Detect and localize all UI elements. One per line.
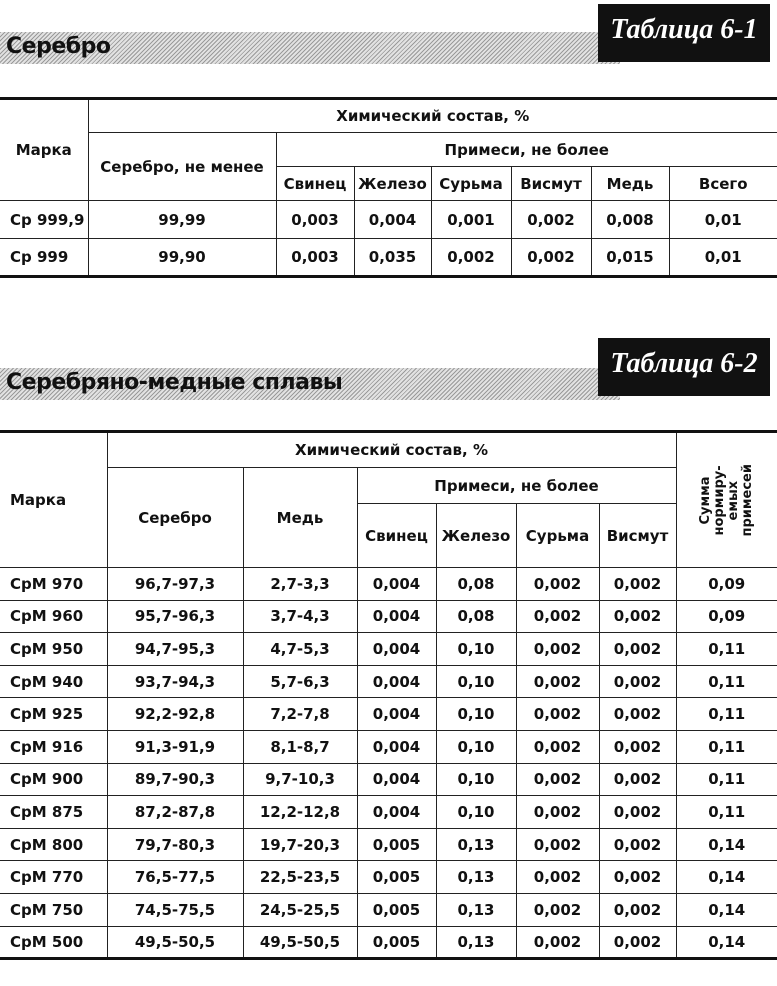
header-silver: Серебро xyxy=(107,468,243,568)
table-cell: 0,002 xyxy=(599,828,676,861)
table-cell: 99,99 xyxy=(88,201,276,239)
header-mark: Марка xyxy=(0,432,107,568)
table-cell: 0,002 xyxy=(511,201,591,239)
header-antimony: Сурьма xyxy=(431,167,511,201)
row-mark-cell: СрМ 750 xyxy=(0,893,107,926)
table-cell: 0,002 xyxy=(431,239,511,277)
table-cell: 22,5-23,5 xyxy=(243,861,357,894)
header-total: Всего xyxy=(669,167,777,201)
row-mark-cell: Ср 999,9 xyxy=(0,201,88,239)
table-cell: 0,09 xyxy=(676,600,777,633)
table-cell: 0,11 xyxy=(676,698,777,731)
header-antimony: Сурьма xyxy=(516,504,599,568)
table-cell: 0,002 xyxy=(516,861,599,894)
table-cell: 0,002 xyxy=(511,239,591,277)
table-cell: 0,003 xyxy=(276,201,354,239)
table-cell: 8,1-8,7 xyxy=(243,730,357,763)
table-cell: 5,7-6,3 xyxy=(243,665,357,698)
table-cell: 0,10 xyxy=(436,730,516,763)
header-chem: Химический состав, % xyxy=(107,432,676,468)
table-row xyxy=(0,893,777,926)
table-cell: 0,14 xyxy=(676,861,777,894)
row-mark-cell: Ср 999 xyxy=(0,239,88,277)
header-lead: Свинец xyxy=(357,504,436,568)
table-cell: 0,002 xyxy=(599,763,676,796)
table-cell: 0,002 xyxy=(516,665,599,698)
table-cell: 99,90 xyxy=(88,239,276,277)
row-mark-cell: СрМ 950 xyxy=(0,633,107,666)
table-cell: 0,004 xyxy=(357,763,436,796)
table-cell: 0,002 xyxy=(516,600,599,633)
table-cell: 0,002 xyxy=(599,698,676,731)
row-mark-cell: СрМ 770 xyxy=(0,861,107,894)
table-cell: 96,7-97,3 xyxy=(107,568,243,601)
table-cell: 0,002 xyxy=(599,600,676,633)
silver-copper-table xyxy=(0,430,777,960)
table-cell: 2,7-3,3 xyxy=(243,568,357,601)
table-cell: 0,002 xyxy=(516,730,599,763)
header-iron: Железо xyxy=(354,167,431,201)
header-impurities: Примеси, не более xyxy=(357,468,676,504)
table-cell: 0,004 xyxy=(354,201,431,239)
table-cell: 0,002 xyxy=(599,730,676,763)
table-cell: 0,002 xyxy=(516,633,599,666)
table-cell: 0,13 xyxy=(436,828,516,861)
header-silver: Серебро, не менее xyxy=(88,133,276,201)
header-mark: Марка xyxy=(0,99,88,201)
row-mark-cell: СрМ 970 xyxy=(0,568,107,601)
table-cell: 87,2-87,8 xyxy=(107,796,243,829)
table-cell: 0,002 xyxy=(516,763,599,796)
table-cell: 0,01 xyxy=(669,239,777,277)
table-cell: 0,10 xyxy=(436,796,516,829)
table-row xyxy=(0,698,777,731)
table-cell: 92,2-92,8 xyxy=(107,698,243,731)
table-cell: 0,004 xyxy=(357,600,436,633)
header-bismuth: Висмут xyxy=(511,167,591,201)
table-cell: 49,5-50,5 xyxy=(107,926,243,959)
table-row xyxy=(0,600,777,633)
table-cell: 0,004 xyxy=(357,698,436,731)
table-cell: 0,005 xyxy=(357,828,436,861)
section-title-1: Серебро xyxy=(6,34,111,59)
table-cell: 0,10 xyxy=(436,633,516,666)
silver-table xyxy=(0,97,777,278)
table-cell: 0,004 xyxy=(357,568,436,601)
table-row xyxy=(0,796,777,829)
row-mark-cell: СрМ 900 xyxy=(0,763,107,796)
table-row xyxy=(0,828,777,861)
table-cell: 0,002 xyxy=(516,568,599,601)
table-cell: 12,2-12,8 xyxy=(243,796,357,829)
table-label-2: Таблица 6-2 xyxy=(598,338,770,396)
table-cell: 0,10 xyxy=(436,698,516,731)
table-cell: 0,002 xyxy=(516,893,599,926)
table-cell: 0,11 xyxy=(676,763,777,796)
table-cell: 0,10 xyxy=(436,665,516,698)
table-cell: 0,14 xyxy=(676,893,777,926)
table-cell: 0,13 xyxy=(436,861,516,894)
header-copper: Медь xyxy=(591,167,669,201)
table-cell: 0,13 xyxy=(436,926,516,959)
table-cell: 0,004 xyxy=(357,633,436,666)
header-copper: Медь xyxy=(243,468,357,568)
table-cell: 0,11 xyxy=(676,665,777,698)
row-mark-cell: СрМ 500 xyxy=(0,926,107,959)
table-cell: 0,11 xyxy=(676,730,777,763)
table-cell: 95,7-96,3 xyxy=(107,600,243,633)
table-cell: 0,11 xyxy=(676,796,777,829)
table-cell: 0,035 xyxy=(354,239,431,277)
table-cell: 0,14 xyxy=(676,828,777,861)
table-cell: 0,13 xyxy=(436,893,516,926)
table-row xyxy=(0,926,777,959)
table-cell: 3,7-4,3 xyxy=(243,600,357,633)
header-bismuth: Висмут xyxy=(599,504,676,568)
table-cell: 94,7-95,3 xyxy=(107,633,243,666)
table-cell: 7,2-7,8 xyxy=(243,698,357,731)
header-chem: Химический состав, % xyxy=(88,99,777,133)
table-cell: 9,7-10,3 xyxy=(243,763,357,796)
table-cell: 76,5-77,5 xyxy=(107,861,243,894)
table-cell: 0,002 xyxy=(599,893,676,926)
table-cell: 0,003 xyxy=(276,239,354,277)
table-row xyxy=(0,201,777,239)
row-mark-cell: СрМ 800 xyxy=(0,828,107,861)
table-row xyxy=(0,665,777,698)
table-cell: 49,5-50,5 xyxy=(243,926,357,959)
table-cell: 0,004 xyxy=(357,796,436,829)
header-lead: Свинец xyxy=(276,167,354,201)
table-label-1: Таблица 6-1 xyxy=(598,4,770,62)
table-cell: 0,004 xyxy=(357,665,436,698)
table-cell: 74,5-75,5 xyxy=(107,893,243,926)
table-cell: 19,7-20,3 xyxy=(243,828,357,861)
table-cell: 0,002 xyxy=(599,796,676,829)
table-cell: 93,7-94,3 xyxy=(107,665,243,698)
table-cell: 0,002 xyxy=(516,926,599,959)
table-cell: 0,09 xyxy=(676,568,777,601)
table-cell: 0,015 xyxy=(591,239,669,277)
row-mark-cell: СрМ 875 xyxy=(0,796,107,829)
table-cell: 0,001 xyxy=(431,201,511,239)
table-cell: 0,01 xyxy=(669,201,777,239)
table-cell: 0,005 xyxy=(357,893,436,926)
table-cell: 0,10 xyxy=(436,763,516,796)
row-mark-cell: СрМ 960 xyxy=(0,600,107,633)
table-row xyxy=(0,861,777,894)
table-cell: 79,7-80,3 xyxy=(107,828,243,861)
table-cell: 0,002 xyxy=(599,633,676,666)
table-cell: 91,3-91,9 xyxy=(107,730,243,763)
table-cell: 24,5-25,5 xyxy=(243,893,357,926)
table-cell: 0,008 xyxy=(591,201,669,239)
table-cell: 0,005 xyxy=(357,861,436,894)
table-cell: 0,002 xyxy=(599,568,676,601)
header-iron: Железо xyxy=(436,504,516,568)
header-impurities: Примеси, не более xyxy=(276,133,777,167)
row-mark-cell: СрМ 940 xyxy=(0,665,107,698)
table-cell: 0,002 xyxy=(599,926,676,959)
table-cell: 0,002 xyxy=(516,828,599,861)
table-row xyxy=(0,633,777,666)
table-cell: 0,14 xyxy=(676,926,777,959)
table-cell: 0,002 xyxy=(516,796,599,829)
table-row xyxy=(0,239,777,277)
section-title-2: Серебряно-медные сплавы xyxy=(6,370,343,395)
header-sum: Сумма нормиру- емых примесей xyxy=(676,432,777,568)
table-cell: 0,08 xyxy=(436,600,516,633)
table-cell: 0,005 xyxy=(357,926,436,959)
table-cell: 0,08 xyxy=(436,568,516,601)
table-row xyxy=(0,763,777,796)
table-row xyxy=(0,730,777,763)
row-mark-cell: СрМ 916 xyxy=(0,730,107,763)
table-cell: 0,002 xyxy=(599,861,676,894)
table-cell: 0,004 xyxy=(357,730,436,763)
row-mark-cell: СрМ 925 xyxy=(0,698,107,731)
table-cell: 89,7-90,3 xyxy=(107,763,243,796)
table-row xyxy=(0,568,777,601)
table-cell: 0,002 xyxy=(599,665,676,698)
table-cell: 0,11 xyxy=(676,633,777,666)
table-cell: 0,002 xyxy=(516,698,599,731)
table-cell: 4,7-5,3 xyxy=(243,633,357,666)
